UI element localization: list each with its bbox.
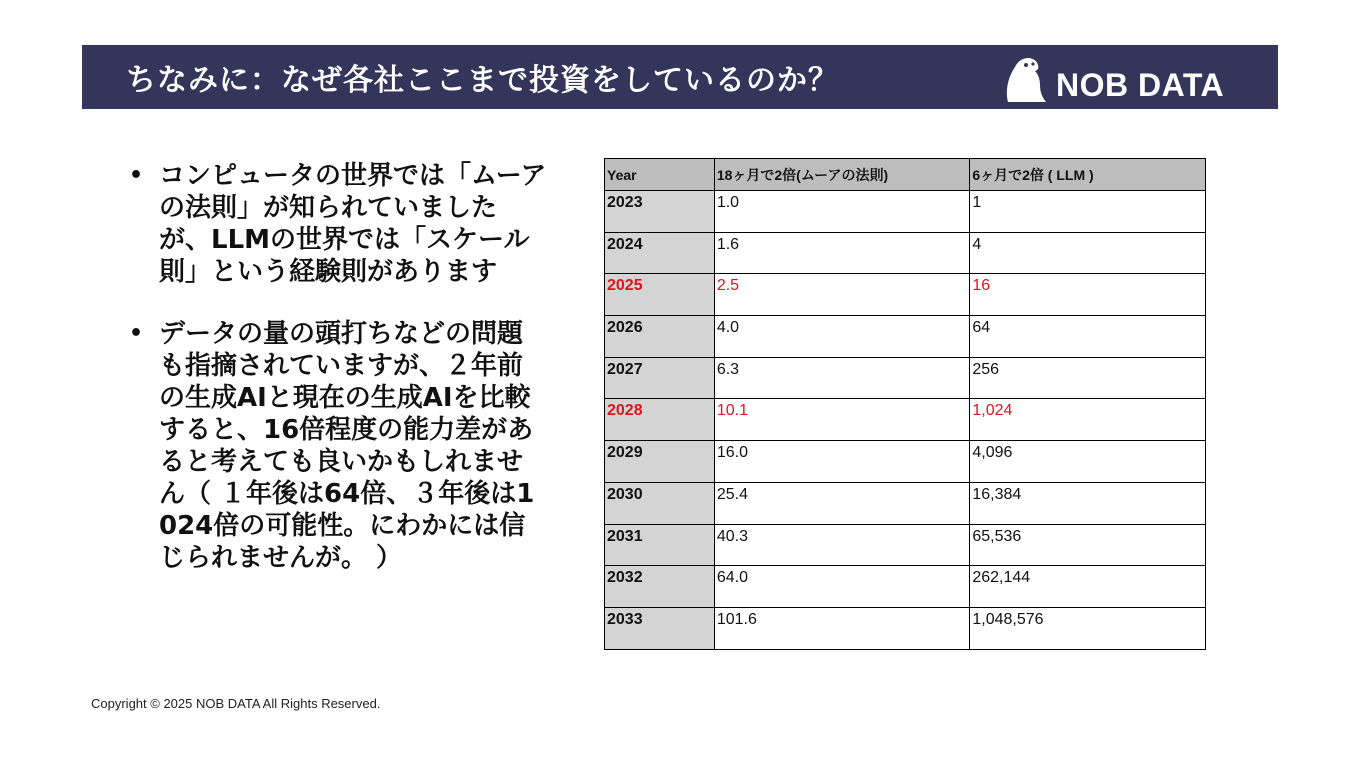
cell-moore: 40.3: [714, 524, 970, 566]
cell-moore: 64.0: [714, 566, 970, 608]
cell-year: 2032: [605, 566, 715, 608]
cell-moore: 1.0: [714, 191, 970, 233]
cell-year: 2033: [605, 607, 715, 649]
table-header-row: [605, 159, 1206, 191]
cell-llm: 64: [970, 316, 1206, 358]
cell-llm: 1,048,576: [970, 607, 1206, 649]
cell-moore: 1.6: [714, 232, 970, 274]
cell-moore: 101.6: [714, 607, 970, 649]
table-body: [605, 191, 1206, 650]
bullet-list: [127, 160, 547, 574]
bullet-item: [127, 318, 547, 574]
table-row: [605, 316, 1206, 358]
copyright-text: Copyright © 2025 NOB DATA All Rights Reserved.: [91, 696, 381, 711]
cell-year: 2027: [605, 357, 715, 399]
table-row: [605, 357, 1206, 399]
table-row: [605, 274, 1206, 316]
cell-llm: 1,024: [970, 399, 1206, 441]
cell-moore: 4.0: [714, 316, 970, 358]
logo-text: NOB DATA: [1056, 67, 1225, 103]
bullet-text: コンピュータの世界では「ムーアの法則」が知られていましたが、LLMの世界では「スケール則」という経験則があります: [159, 161, 547, 287]
table-row: [605, 191, 1206, 233]
cell-year: 2028: [605, 399, 715, 441]
header-year: Year: [605, 159, 715, 191]
cell-llm: 4,096: [970, 441, 1206, 483]
table-row: [605, 482, 1206, 524]
cell-year: 2024: [605, 232, 715, 274]
seal-mascot-icon: [1002, 55, 1048, 103]
cell-moore: 2.5: [714, 274, 970, 316]
page-title: ちなみに：なぜ各社ここまで投資をしているのか？: [126, 63, 839, 98]
cell-moore: 25.4: [714, 482, 970, 524]
header-llm: 6ヶ月で2倍 ( LLM ): [970, 159, 1206, 191]
cell-llm: 1: [970, 191, 1206, 233]
table-row: [605, 607, 1206, 649]
cell-year: 2025: [605, 274, 715, 316]
table-row: [605, 399, 1206, 441]
cell-moore: 6.3: [714, 357, 970, 399]
cell-moore: 10.1: [714, 399, 970, 441]
table-row: [605, 566, 1206, 608]
bullet-item: [127, 160, 547, 288]
header-banner: [82, 45, 1278, 109]
bullet-text: データの量の頭打ちなどの問題も指摘されていますが、２年前の生成AIと現在の生成AIを比較すると、16倍程度の能力差があると考えても良いかもしれません（ １年後は64倍、３年後は1024倍の可能性。にわかには信じられませんが。 ）: [159, 319, 535, 573]
table-row: [605, 524, 1206, 566]
cell-year: 2026: [605, 316, 715, 358]
cell-llm: 262,144: [970, 566, 1206, 608]
cell-year: 2029: [605, 441, 715, 483]
bullet-dot-icon: •: [129, 163, 144, 188]
table-row: [605, 441, 1206, 483]
cell-llm: 65,536: [970, 524, 1206, 566]
cell-year: 2030: [605, 482, 715, 524]
cell-moore: 16.0: [714, 441, 970, 483]
growth-table: [604, 158, 1206, 650]
cell-llm: 4: [970, 232, 1206, 274]
cell-year: 2031: [605, 524, 715, 566]
brand-logo: [1002, 55, 1232, 103]
cell-llm: 16: [970, 274, 1206, 316]
cell-llm: 256: [970, 357, 1206, 399]
header-moore: 18ヶ月で2倍(ムーアの法則): [714, 159, 970, 191]
cell-llm: 16,384: [970, 482, 1206, 524]
table-row: [605, 232, 1206, 274]
bullet-dot-icon: •: [129, 321, 144, 346]
cell-year: 2023: [605, 191, 715, 233]
